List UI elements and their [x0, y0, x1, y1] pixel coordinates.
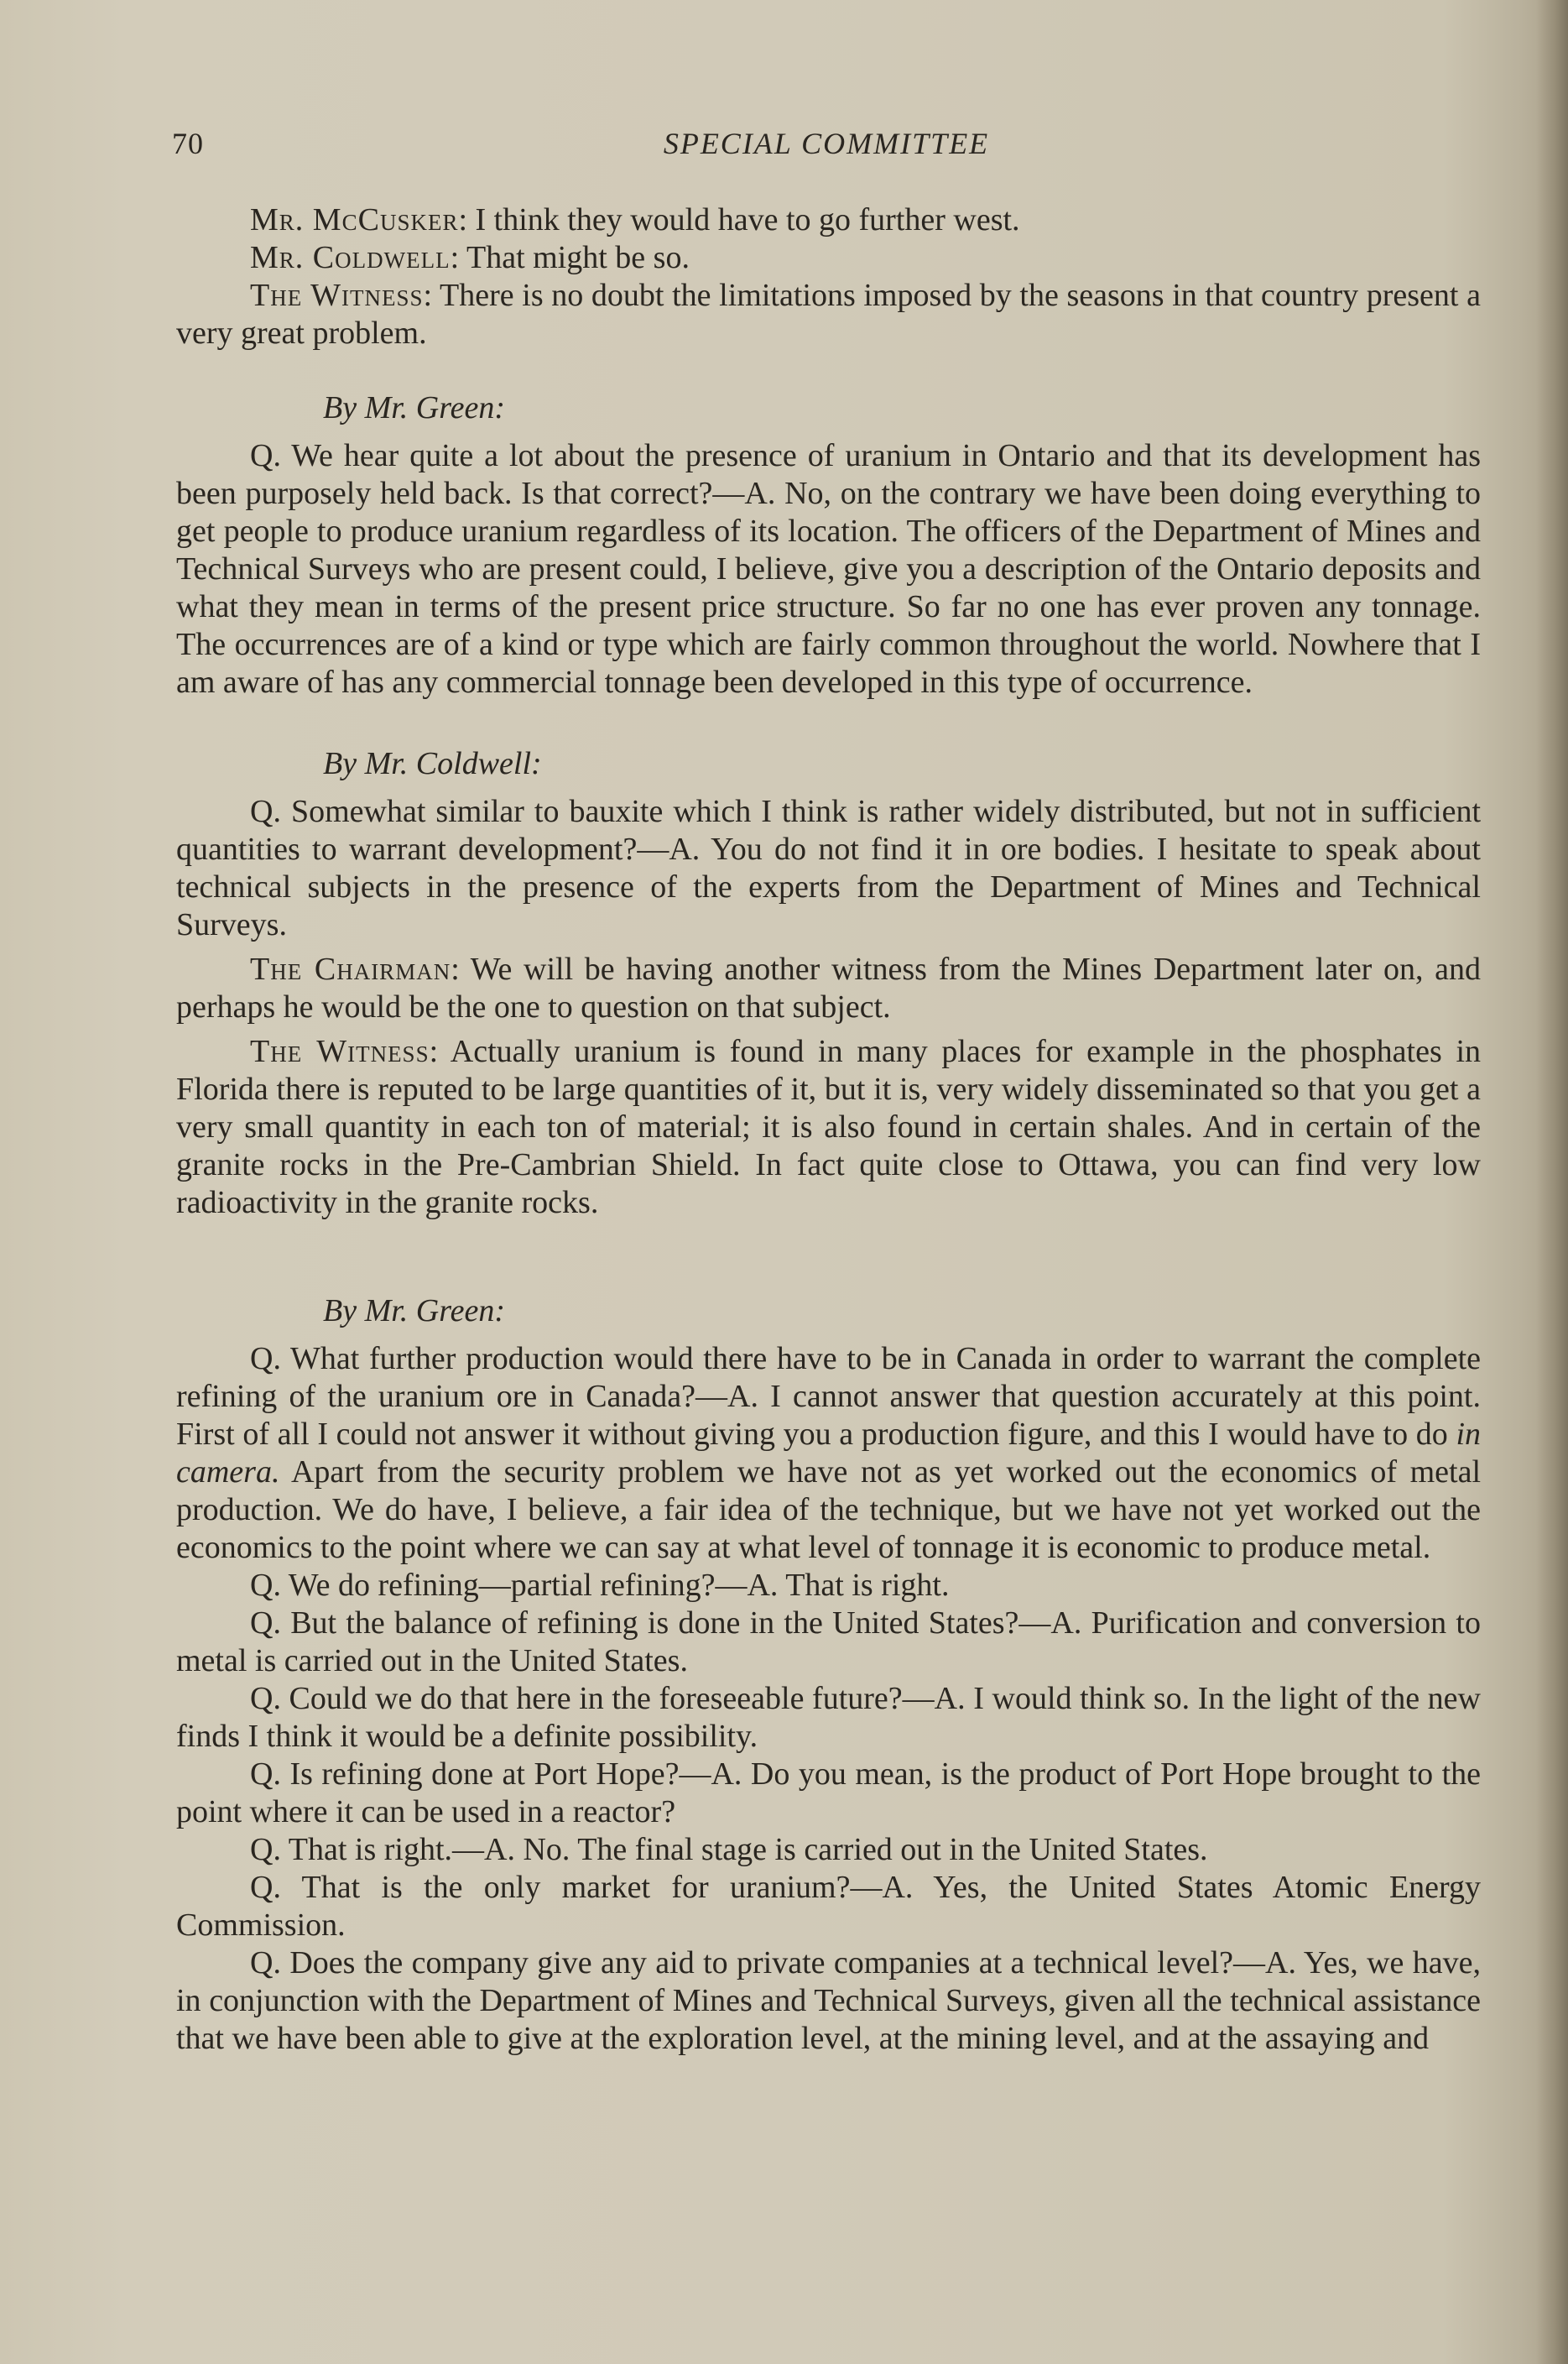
speaker-name: The Witness [250, 278, 424, 313]
speaker-name: The Witness [250, 1034, 430, 1069]
speech-witness: The Witness: There is no doubt the limitations imposed by the seasons in that country present a very great problem. [176, 278, 1481, 351]
speaker-name: Mr. McCusker [250, 202, 459, 237]
question-answer: Q. Could we do that here in the foreseeable future?—A. I would think so. In the light of the new finds I think it would be a definite possibility. [176, 1681, 1481, 1754]
page-number: 70 [172, 127, 204, 160]
speech-mccusker: Mr. McCusker: I think they would have to go further west. [250, 202, 1020, 237]
question-answer: Q. That is right.—A. No. The final stage is carried out in the United States. [250, 1832, 1208, 1867]
question-answer: Q. But the balance of refining is done in the United States?—A. Purification and conversion to metal is carried out in the United States. [176, 1605, 1481, 1678]
answer-text: Q. What further production would there have to be in Canada in order to warrant the complete refining of the uranium ore in Canada?—A. I cannot answer that question accurately at this point. First of all I could not answer it without giving you a production figure, and this I would have to do [176, 1341, 1481, 1452]
questioner-heading: By Mr. Green: [323, 390, 506, 425]
speech-witness: The Witness: Actually uranium is found in many places for example in the phosphates in Florida there is reputed to be large quantities of it, but it is, very widely disseminated so that you get a very small quantity in each ton of material; it is also found in certain shales. And in certain of the granite rocks in the Pre-Cambrian Shield. In fact quite close to Ottawa, you can find very low radioactivity in the granite rocks. [176, 1034, 1481, 1220]
running-head: SPECIAL COMMITTEE [663, 127, 990, 160]
page-body [176, 201, 1481, 2058]
question-answer: Q. Does the company give any aid to private companies at a technical level?—A. Yes, we have, in conjunction with the Department of Mines and Technical Surveys, given all the technical assistance that we have been able to give at the exploration level, at the mining level, and at the assaying and [176, 1945, 1481, 2056]
speech-text: I think they would have to go further west. [475, 202, 1020, 237]
speech-text: That might be so. [466, 240, 690, 275]
speech-coldwell: Mr. Coldwell: That might be so. [250, 240, 690, 275]
questioner-heading: By Mr. Green: [323, 1293, 506, 1328]
page-gutter-shadow [1536, 0, 1568, 2364]
emphasis-text: in camera. [176, 1417, 1482, 1490]
speaker-name: Mr. Coldwell [250, 240, 451, 275]
question-answer: Q. Somewhat similar to bauxite which I think is rather widely distributed, but not in sufficient quantities to warrant development?—A. You do not find it in ore bodies. I hesitate to speak about technical subjects in the presence of the experts from the Department of Mines and Technical Surveys. [176, 794, 1481, 942]
question-answer [176, 1340, 1481, 1567]
speech-text: There is no doubt the limitations imposed by the seasons in that country present a very great problem. [176, 278, 1481, 351]
speech-text: Actually uranium is found in many places for example in the phosphates in Florida there is reputed to be large quantities of it, but it is, very widely disseminated so that you get a very small quantity in each ton of material; it is also found in certain shales. And in certain of the granite rocks in the Pre-Cambrian Shield. In fact quite close to Ottawa, you can find very low radioactivity in the granite rocks. [176, 1034, 1481, 1220]
question-answer: Q. We hear quite a lot about the presence of uranium in Ontario and that its development has been purposely held back. Is that correct?—A. No, on the contrary we have been doing everything to get people to produce uranium regardless of its location. The officers of the Department of Mines and Technical Surveys who are present could, I believe, give you a description of the Ontario deposits and what they mean in terms of the present price structure. So far no one has ever proven any tonnage. The occurrences are of a kind or type which are fairly common throughout the world. Nowhere that I am aware of has any commercial tonnage been developed in this type of occurrence. [176, 438, 1481, 700]
speech-chairman: The Chairman: We will be having another witness from the Mines Department later on, and perhaps he would be the one to question on that subject. [176, 952, 1481, 1025]
speaker-name: The Chairman [250, 952, 451, 987]
page-header [172, 126, 1481, 176]
question-answer: Q. That is the only market for uranium?—A. Yes, the United States Atomic Energy Commission. [176, 1870, 1481, 1943]
question-answer: Q. We do refining—partial refining?—A. That is right. [250, 1568, 950, 1603]
question-answer: Q. Is refining done at Port Hope?—A. Do you mean, is the product of Port Hope brought to the point where it can be used in a reactor? [176, 1756, 1481, 1829]
speech-text: We will be having another witness from the Mines Department later on, and perhaps he would be the one to question on that subject. [176, 952, 1481, 1025]
answer-text: Apart from the security problem we have not as yet worked out the economics of metal production. We do have, I believe, a fair idea of the technique, but we have not yet worked out the economics to the point where we can say at what level of tonnage it is economic to produce metal. [176, 1454, 1481, 1565]
questioner-heading: By Mr. Coldwell: [323, 746, 542, 781]
